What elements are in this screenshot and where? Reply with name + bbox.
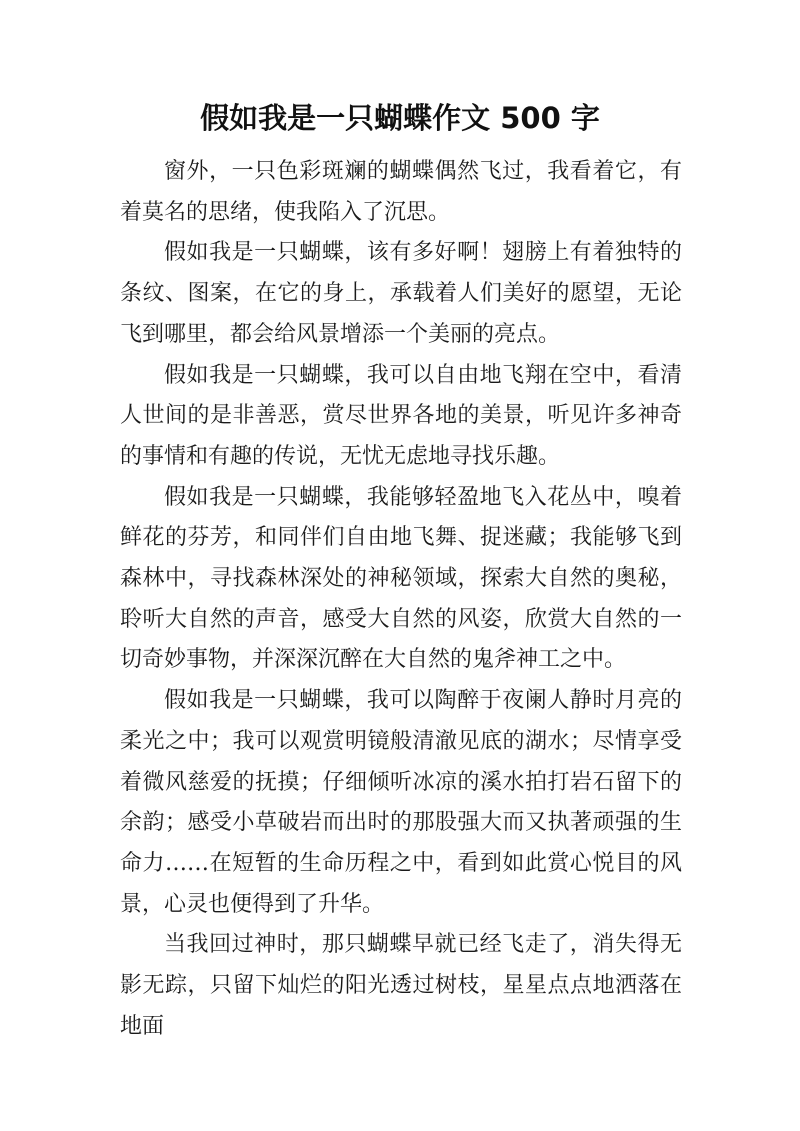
document-body	[120, 152, 682, 1047]
document-title: 假如我是一只蝴蝶作文 500 字	[200, 101, 600, 135]
paragraph-1: 窗外，一只色彩斑斓的蝴蝶偶然飞过，我看着它，有着莫名的思绪，使我陷入了沉思。	[120, 159, 682, 225]
paragraph-4: 假如我是一只蝴蝶，我能够轻盈地飞入花丛中，嗅着鲜花的芬芳，和同伴们自由地飞舞、捉迷藏；我能够飞到森林中，寻找森林深处的神秘领域，探索大自然的奥秘，聆听大自然的声音，感受大自然的风姿，欣赏大自然的一切奇妙事物，并深深沉醉在大自然的鬼斧神工之中。	[120, 484, 682, 673]
paragraph-5: 假如我是一只蝴蝶，我可以陶醉于夜阑人静时月亮的柔光之中；我可以观赏明镜般清澈见底的湖水；尽情享受着微风慈爱的抚摸；仔细倾听冰凉的溪水拍打岩石留下的余韵；感受小草破岩而出时的那股强大而又执著顽强的生命力……在短暂的生命历程之中，看到如此赏心悦目的风景，心灵也便得到了升华。	[120, 688, 682, 917]
paragraph-3: 假如我是一只蝴蝶，我可以自由地飞翔在空中，看清人世间的是非善恶，赏尽世界各地的美景，听见许多神奇的事情和有趣的传说，无忧无虑地寻找乐趣。	[120, 362, 682, 469]
paragraph-2: 假如我是一只蝴蝶，该有多好啊！翅膀上有着独特的条纹、图案，在它的身上，承载着人们美好的愿望，无论飞到哪里，都会给风景增添一个美丽的亮点。	[120, 240, 682, 347]
paragraph-6: 当我回过神时，那只蝴蝶早就已经飞走了，消失得无影无踪，只留下灿烂的阳光透过树枝，星星点点地洒落在地面	[120, 932, 682, 1039]
